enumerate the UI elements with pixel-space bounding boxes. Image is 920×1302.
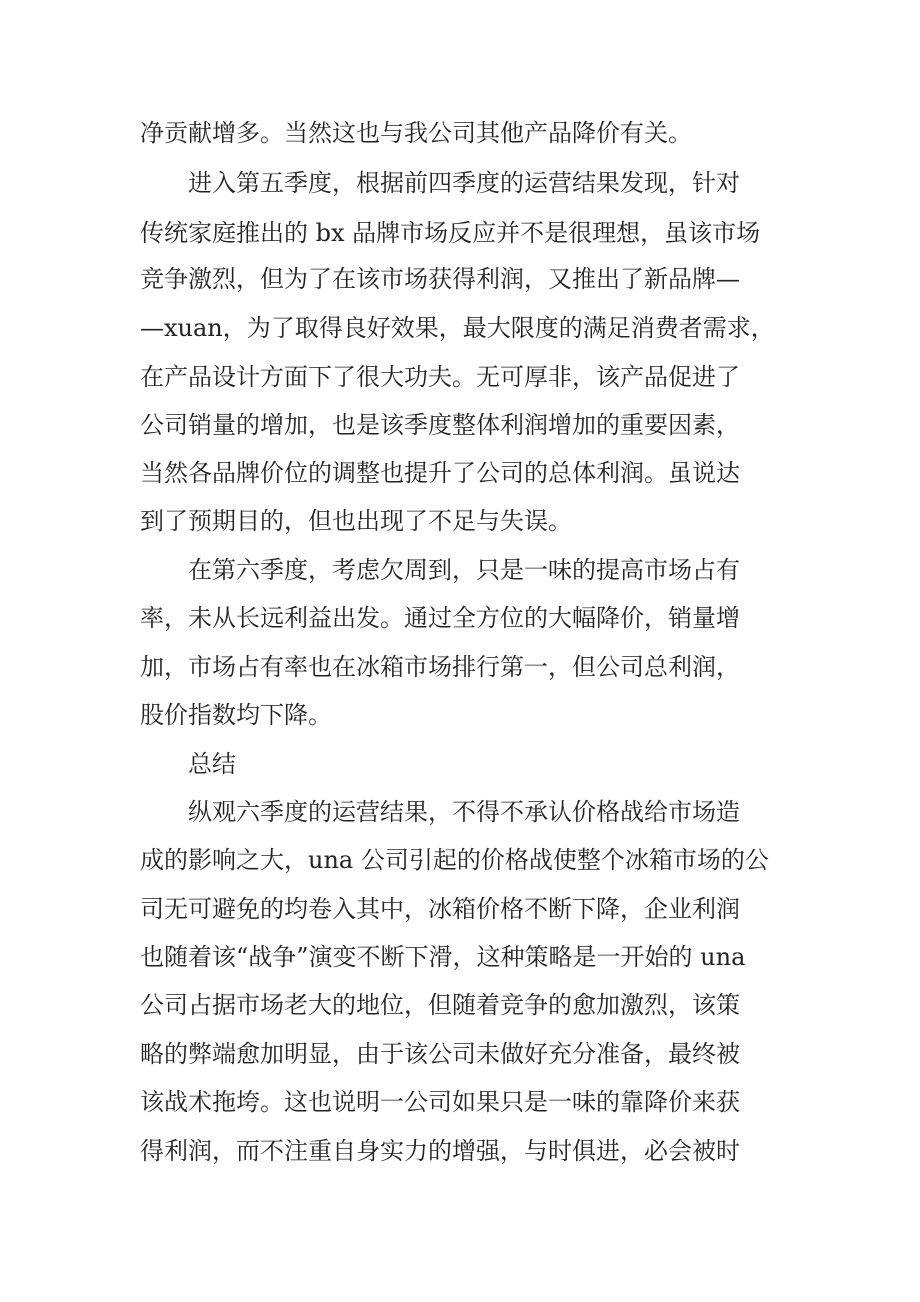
text-line: 成的影响之大，una 公司引起的价格战使整个冰箱市场的公 <box>140 846 769 874</box>
text-line: 也随着该“战争”演变不断下滑，这种策略是一开始的 una <box>140 943 746 971</box>
text-line: —xuan，为了取得良好效果，最大限度的满足消费者需求， <box>140 314 775 342</box>
text-line: 司无可避免的均卷入其中，冰箱价格不断下降，企业利润 <box>140 895 740 923</box>
text-line: 该战术拖垮。这也说明一公司如果只是一味的靠降价来获 <box>140 1088 740 1116</box>
section-heading: 总结 <box>188 750 236 778</box>
text-line: 净贡献增多。当然这也与我公司其他产品降价有关。 <box>140 119 692 147</box>
text-line: 在产品设计方面下了很大功夫。无可厚非，该产品促进了 <box>140 363 740 391</box>
text-line: 纵观六季度的运营结果，不得不承认价格战给市场造 <box>188 798 740 826</box>
text-line: 当然各品牌价位的调整也提升了公司的总体利润。虽说达 <box>140 459 740 487</box>
text-line: 竞争激烈，但为了在该市场获得利润，又推出了新品牌— <box>140 265 740 293</box>
text-line: 得利润，而不注重自身实力的增强，与时俱进，必会被时 <box>140 1137 740 1165</box>
text-line: 到了预期目的，但也出现了不足与失误。 <box>140 507 572 535</box>
text-line: 略的弊端愈加明显，由于该公司未做好充分准备，最终被 <box>140 1040 740 1068</box>
text-line: 进入第五季度，根据前四季度的运营结果发现，针对 <box>188 169 740 197</box>
text-line: 传统家庭推出的 bx 品牌市场反应并不是很理想，虽该市场 <box>140 219 761 247</box>
text-line: 公司销量的增加，也是该季度整体利润增加的重要因素， <box>140 411 740 439</box>
text-line: 率，未从长远利益出发。通过全方位的大幅降价，销量增 <box>140 604 740 632</box>
text-line: 公司占据市场老大的地位，但随着竞争的愈加激烈，该策 <box>140 991 740 1019</box>
text-line: 在第六季度，考虑欠周到，只是一味的提高市场占有 <box>188 556 740 584</box>
text-line: 加，市场占有率也在冰箱市场排行第一，但公司总利润， <box>140 653 740 681</box>
text-line: 股价指数均下降。 <box>140 701 332 729</box>
